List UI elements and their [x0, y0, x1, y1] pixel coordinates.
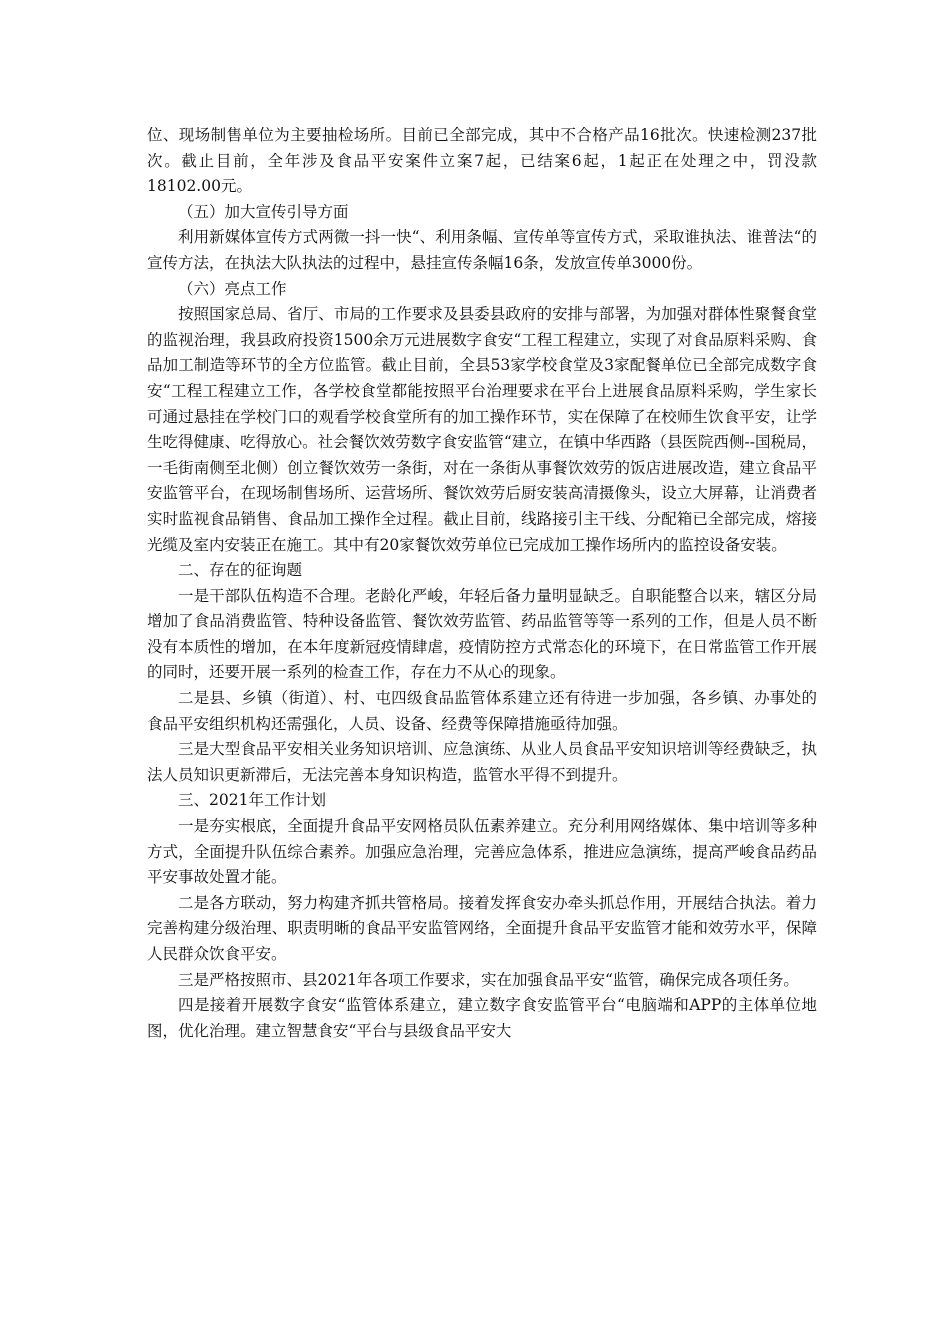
paragraph-digital-food-safety: 按照国家总局、省厅、市局的工作要求及县委县政府的安排与部署，为加强对群体性聚餐食堂的监视治理，我县政府投资1500余万元进展数字食安“工程工程建立，实现了对食品原料采购、食品加工制造等环节的全方位监管。截止目前，全县53家学校食堂及3家配餐单位已全部完成数字食安“工程工程建立工作，各学校食堂都能按照平台治理要求在平台上进展食品原料采购，学生家长可通过悬挂在学校门口的观看学校食堂所有的加工操作环节，实在保障了在校师生饮食平安，让学生吃得健康、吃得放心。社会餐饮效劳数字食安监管“建立，在镇中华西路（县医院西侧--国税局，一毛街南侧至北侧）创立餐饮效劳一条街，对在一条街从事餐饮效劳的饭店进展改造，建立食品平安监管平台，在现场制售场所、运营场所、餐饮效劳后厨安装高清摄像头，设立大屏幕，让消费者实时监视食品销售、食品加工操作全过程。截止目前，线路接引主干线、分配箱已全部完成，熔接光缆及室内安装正在施工。其中有20家餐饮效劳单位已完成加工操作场所内的监控设备安装。: [147, 305, 817, 554]
paragraph-plan-two: 二是各方联动，努力构建齐抓共管格局。接着发挥食安办牵头抓总作用，开展结合执法。着力完善构建分级治理、职责明晰的食品平安监管网络，全面提升食品平安监管才能和效劳水平，保障人民群众饮食平安。: [147, 893, 817, 963]
heading-work-plan-2021: 三、2021年工作计划: [178, 791, 326, 810]
paragraph-plan-four: 四是接着开展数字食安“监管体系建立，建立数字食安监管平台“电脑端和APP的主体单位地图，优化治理。建立智慧食安“平台与县级食品平安大: [147, 996, 817, 1040]
heading-highlight-work: （六）亮点工作: [178, 279, 287, 298]
paragraph-problem-three: 三是大型食品平安相关业务知识培训、应急演练、从业人员食品平安知识培训等经费缺乏，执法人员知识更新滞后，无法完善本身知识构造，监管水平得不到提升。: [147, 740, 817, 784]
heading-existing-problems: 二、存在的征询题: [178, 561, 303, 580]
heading-publicity-guidance: （五）加大宣传引导方面: [178, 202, 349, 221]
paragraph-inspection-results: 位、现场制售单位为主要抽检场所。目前已全部完成，其中不合格产品16批次。快速检测237批次。截止目前，全年涉及食品平安案件立案7起，已结案6起，1起正在处理之中，罚没款18102.00元。: [147, 126, 817, 196]
document-body: [147, 123, 817, 1044]
paragraph-problem-two: 二是县、乡镇（街道）、村、屯四级食品监管体系建立还有待进一步加强，各乡镇、办事处的食品平安组织机构还需强化，人员、设备、经费等保障措施亟待加强。: [147, 689, 817, 733]
paragraph-publicity-methods: 利用新媒体宣传方式两微一抖一快“、利用条幅、宣传单等宣传方式，采取谁执法、谁普法“的宣传方法，在执法大队执法的过程中，悬挂宣传条幅16条，发放宣传单3000份。: [147, 228, 817, 272]
paragraph-problem-one: 一是干部队伍构造不合理。老龄化严峻，年轻后备力量明显缺乏。自职能整合以来，辖区分局增加了食品消费监管、特种设备监管、餐饮效劳监管、药品监管等等一系列的工作，但是人员不断没有本质性的增加，在本年度新冠疫情肆虐，疫情防控方式常态化的环境下，在日常监管工作开展的同时，还要开展一系列的检查工作，存在力不从心的现象。: [147, 586, 817, 682]
paragraph-plan-three: 三是严格按照市、县2021年各项工作要求，实在加强食品平安“监管，确保完成各项任务。: [178, 970, 799, 989]
paragraph-plan-one: 一是夯实根底，全面提升食品平安网格员队伍素养建立。充分利用网络媒体、集中培训等多种方式，全面提升队伍综合素养。加强应急治理，完善应急体系，推进应急演练，提高严峻食品药品平安事故处置才能。: [147, 817, 817, 887]
